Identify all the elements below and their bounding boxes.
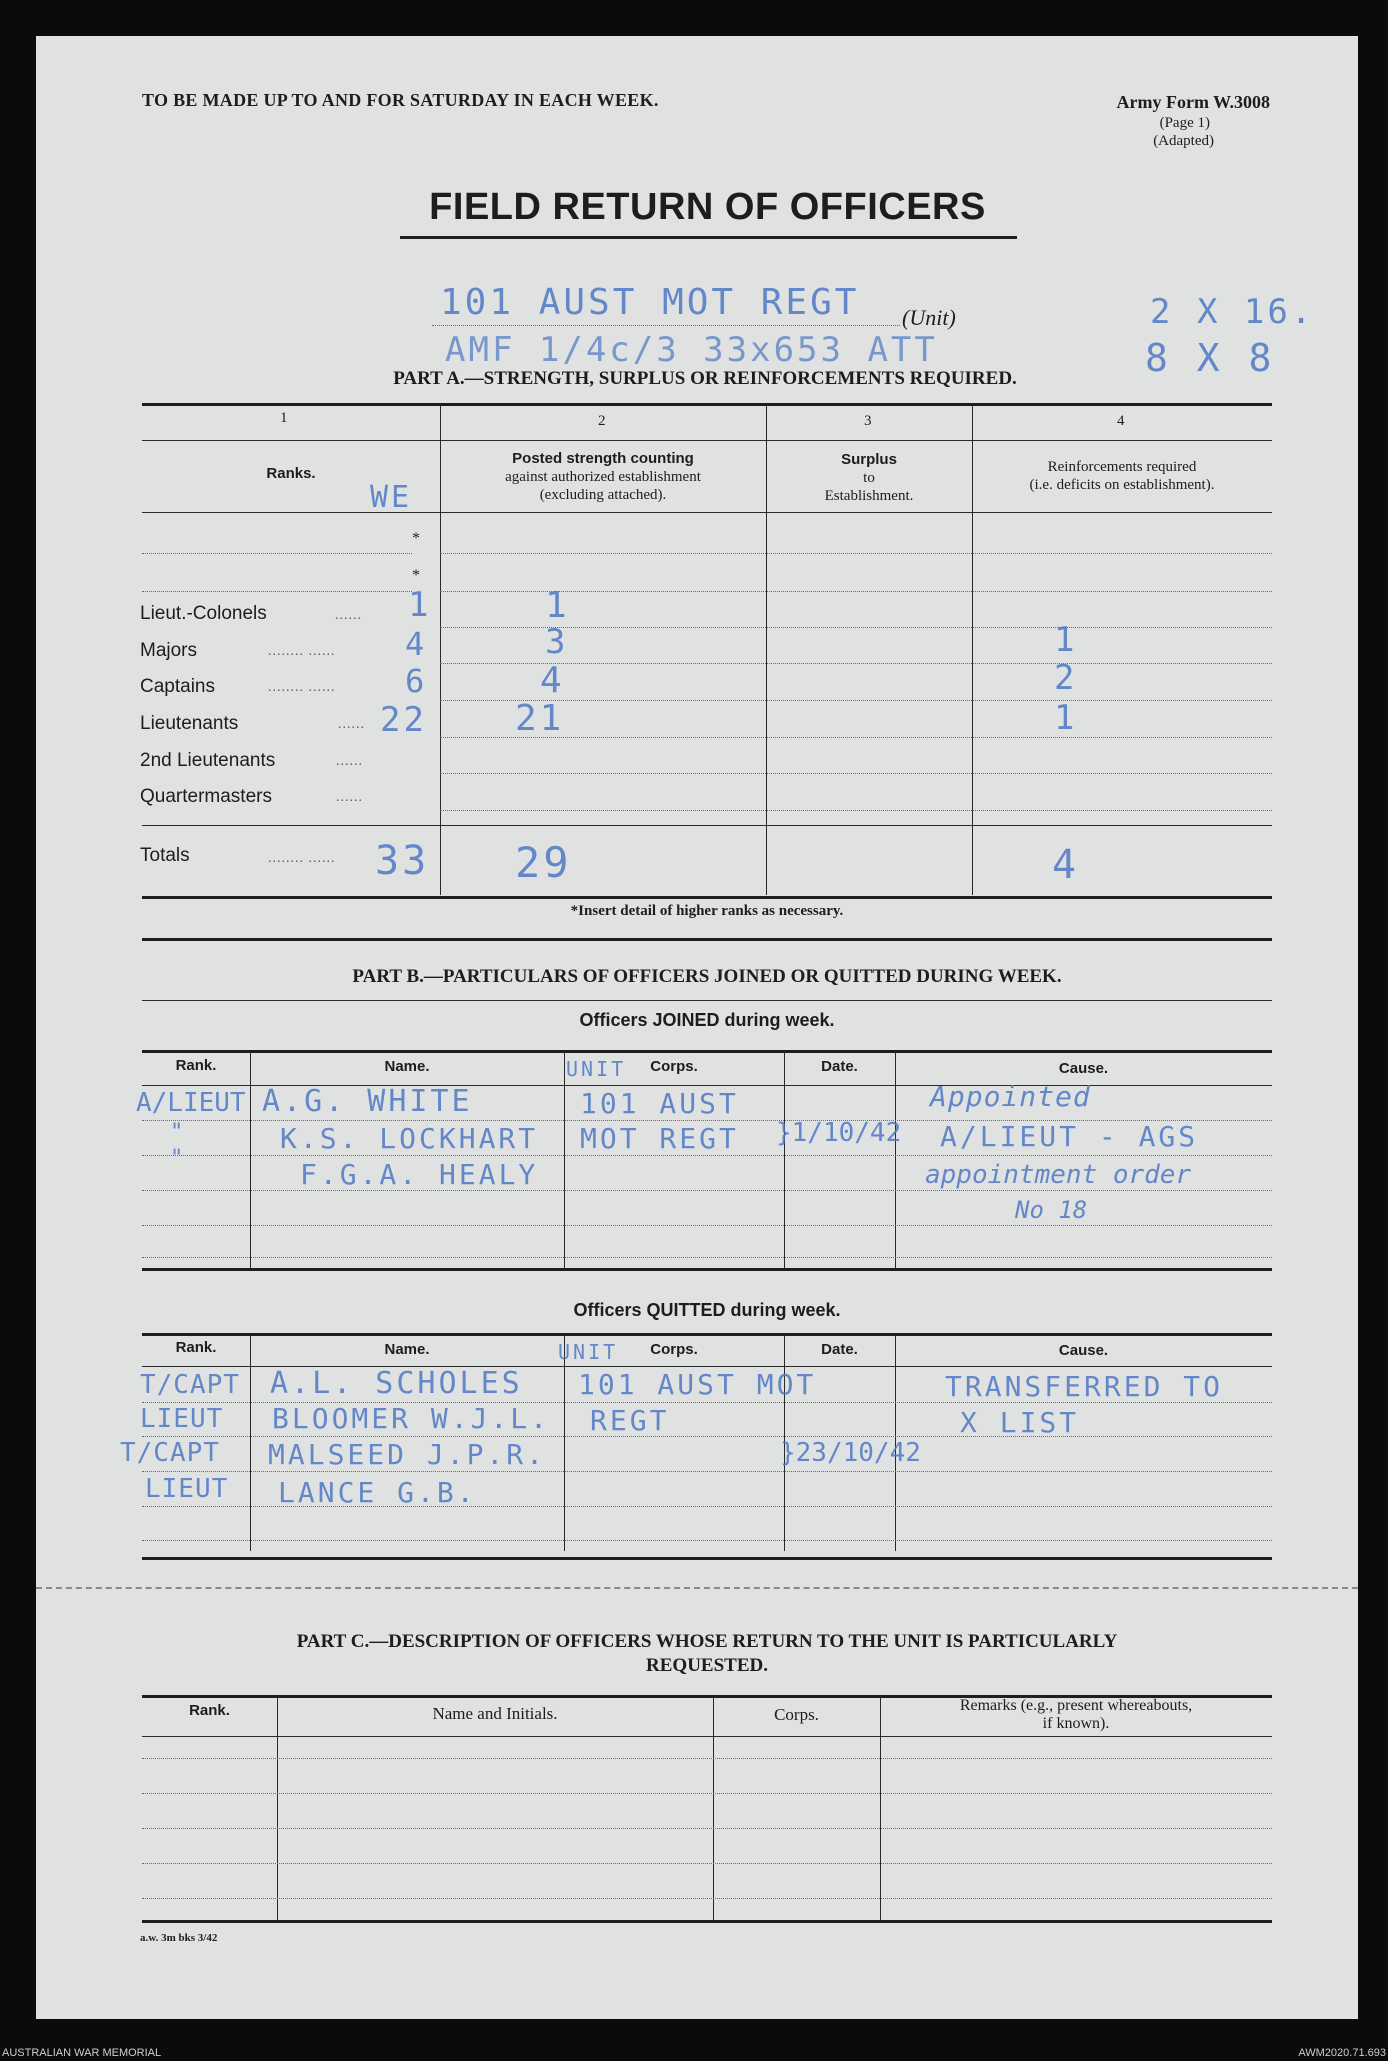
- hw-top-right-2: 8 X 8: [1145, 336, 1275, 380]
- part-c-col-divider: [713, 1697, 714, 1921]
- hw-joined-name-1: A.G. WHITE: [262, 1084, 473, 1119]
- hw-joined-cause-2: A/LIEUT - AGS: [940, 1120, 1199, 1153]
- row-rule: [440, 553, 1272, 554]
- row-rule: [142, 1225, 1272, 1226]
- hw-we: WE: [370, 480, 413, 515]
- rank-row-blank-2: [142, 591, 412, 592]
- rank-label: Quartermasters: [140, 786, 272, 807]
- quitted-bottom-rule: [142, 1557, 1272, 1560]
- col-header-ranks: Ranks.: [266, 465, 316, 482]
- hw-posted-captains: 4: [540, 660, 565, 701]
- row-rule: [142, 1471, 1272, 1472]
- part-c-col-divider: [277, 1697, 278, 1921]
- part-c-title-line2: REQUESTED.: [646, 1655, 768, 1676]
- joined-col-date: Date.: [821, 1058, 858, 1075]
- row-rule: [440, 700, 1272, 701]
- title-underline: [400, 236, 1017, 239]
- col4-header-line1: Reinforcements required: [1047, 459, 1197, 475]
- hw-est-ltcol: 1: [408, 585, 432, 625]
- hw-totals-posted: 29: [515, 838, 572, 887]
- part-c-col-remarks-line2: if known).: [1042, 1715, 1110, 1732]
- unit-dotted-line: [432, 325, 900, 326]
- row-rule: [142, 1758, 1272, 1759]
- row-rule: [440, 737, 1272, 738]
- part-c-bottom-rule: [142, 1920, 1272, 1923]
- page-title: FIELD RETURN OF OFFICERS: [429, 186, 986, 228]
- hw-quitted-cause-2: X LIST: [960, 1406, 1080, 1439]
- rank-label: Majors: [140, 640, 198, 661]
- rank-leader: ......: [336, 754, 363, 769]
- row-rule: [142, 1863, 1272, 1864]
- row-rule: [142, 1155, 1272, 1156]
- row-rule: [142, 1540, 1272, 1541]
- hw-est-captains: 6: [405, 662, 428, 700]
- hw-joined-cause-3: appointment order: [925, 1160, 1192, 1190]
- hw-joined-rank-3: ": [170, 1146, 187, 1171]
- hw-joined-name-2: K.S. LOCKHART: [280, 1122, 539, 1155]
- archive-credit: AUSTRALIAN WAR MEMORIAL: [2, 2047, 162, 2059]
- part-a-bottom-rule: [142, 896, 1272, 899]
- hw-posted-ltcol: 1: [545, 585, 570, 626]
- hw-quitted-name-3: MALSEED J.P.R.: [268, 1438, 547, 1471]
- hw-reinf-lieuts: 1: [1054, 698, 1078, 738]
- rank-leader: ........ ......: [268, 644, 336, 659]
- part-c-header-rule: [142, 1736, 1272, 1737]
- rank-label: Captains: [140, 676, 215, 697]
- printer-imprint: a.w. 3m bks 3/42: [140, 1932, 218, 1944]
- hw-joined-unit: UNIT: [566, 1057, 627, 1081]
- hw-quitted-rank-3: T/CAPT: [120, 1438, 220, 1468]
- perforation-line: [36, 1587, 1358, 1589]
- quitted-caption: Officers QUITTED during week.: [573, 1300, 841, 1320]
- rank-leader: ........ ......: [268, 680, 336, 695]
- hw-joined-corps-1: 101 AUST: [580, 1087, 739, 1120]
- hw-joined-cause-4: No 18: [1015, 1196, 1088, 1224]
- archive-accession: AWM2020.71.693: [1298, 2047, 1386, 2059]
- row-rule: [142, 1828, 1272, 1829]
- joined-col-cause: Cause.: [1058, 1060, 1109, 1077]
- rank-leader: ......: [338, 717, 365, 732]
- col2-header-line1: Posted strength counting: [512, 450, 694, 467]
- rank-leader: ......: [336, 790, 363, 805]
- totals-leader: ........ ......: [268, 851, 336, 866]
- rank-star-1: *: [412, 530, 420, 547]
- hw-est-majors: 4: [405, 625, 428, 663]
- rank-row-blank-1: [142, 553, 412, 554]
- joined-caption: Officers JOINED during week.: [579, 1010, 835, 1030]
- row-rule: [142, 1436, 1272, 1437]
- part-a-totals-rule: [142, 825, 1272, 826]
- form-adapted: (Adapted): [1153, 133, 1214, 149]
- hw-quitted-date: }23/10/42: [780, 1438, 921, 1468]
- col-number-2: 2: [598, 413, 606, 429]
- row-rule: [440, 773, 1272, 774]
- rank-leader: ......: [335, 608, 362, 623]
- col3-header-line1: Surplus: [841, 451, 897, 468]
- quitted-col-date: Date.: [821, 1341, 858, 1358]
- row-rule: [440, 810, 1272, 811]
- form-number: Army Form W.3008: [1116, 92, 1270, 112]
- hw-quitted-cause-1: TRANSFERRED TO: [945, 1370, 1224, 1403]
- hw-joined-rank-1: A/LIEUT: [136, 1088, 246, 1118]
- part-a-top-rule: [142, 403, 1272, 406]
- part-a-footnote: *Insert detail of higher ranks as necessary.: [570, 903, 844, 919]
- part-c-col-corps: Corps.: [774, 1705, 819, 1724]
- row-rule: [142, 1898, 1272, 1899]
- joined-col-name: Name.: [384, 1058, 430, 1075]
- hw-reinf-majors: 1: [1054, 620, 1078, 660]
- part-a-end-rule: [142, 938, 1272, 941]
- hw-joined-rank-2: ": [170, 1120, 187, 1145]
- part-c-col-rank: Rank.: [189, 1702, 230, 1719]
- hw-joined-cause-1: Appointed: [930, 1080, 1091, 1113]
- part-b-rule: [142, 1000, 1272, 1001]
- hw-est-lieuts: 22: [380, 700, 427, 740]
- hw-joined-corps-2: MOT REGT: [580, 1122, 739, 1155]
- col-number-1: 1: [280, 410, 288, 426]
- col-number-4: 4: [1117, 413, 1125, 429]
- hw-quitted-corps-2: REGT: [590, 1404, 670, 1437]
- part-a-number-rule: [440, 440, 1272, 441]
- hw-quitted-rank-2: LIEUT: [140, 1404, 224, 1434]
- header-instruction: TO BE MADE UP TO AND FOR SATURDAY IN EACH WEEK.: [142, 90, 659, 110]
- part-c-title-line1: PART C.—DESCRIPTION OF OFFICERS WHOSE RETURN TO THE UNIT IS PARTICULARLY: [296, 1631, 1118, 1652]
- col2-header-line3: (excluding attached).: [539, 487, 667, 503]
- hw-quitted-name-4: LANCE G.B.: [278, 1476, 477, 1509]
- hw-quitted-unit: UNIT: [558, 1340, 619, 1364]
- row-rule: [142, 1793, 1272, 1794]
- joined-bottom-rule: [142, 1268, 1272, 1271]
- hw-posted-lieuts: 21: [515, 698, 565, 739]
- part-a-header-rule: [142, 512, 1272, 513]
- quitted-col-cause: Cause.: [1058, 1342, 1109, 1359]
- hw-quitted-name-1: A.L. SCHOLES: [270, 1366, 523, 1401]
- hw-totals-est: 33: [375, 838, 430, 884]
- rank-star-2: *: [412, 567, 420, 584]
- hw-joined-name-3: F.G.A. HEALY: [300, 1158, 539, 1191]
- hw-quitted-rank-4: LIEUT: [145, 1474, 229, 1504]
- quitted-col-rank: Rank.: [175, 1339, 217, 1356]
- rank-label: 2nd Lieutenants: [140, 750, 276, 771]
- hw-top-right-1: 2 X 16.: [1150, 292, 1315, 332]
- col2-header-line2: against authorized establishment: [505, 469, 701, 485]
- hw-totals-reinf: 4: [1052, 842, 1080, 888]
- hw-quitted-name-2: BLOOMER W.J.L.: [272, 1402, 551, 1435]
- col3-header-line2: to: [863, 470, 875, 486]
- part-c-col-remarks-line1: Remarks (e.g., present whereabouts,: [959, 1697, 1193, 1714]
- rank-label: Lieutenants: [140, 713, 239, 734]
- part-c-col-name: Name and Initials.: [432, 1704, 558, 1723]
- hw-amf-line: AMF 1/4c/3 33x653 ATT: [445, 330, 938, 370]
- row-rule: [440, 663, 1272, 664]
- rank-label: Lieut.-Colonels: [140, 603, 267, 624]
- form-page-number: (Page 1): [1159, 115, 1210, 131]
- hw-quitted-corps-1: 101 AUST MOT: [578, 1368, 817, 1401]
- row-rule: [142, 1257, 1272, 1258]
- totals-label: Totals: [140, 845, 190, 866]
- unit-label: (Unit): [902, 305, 956, 330]
- hw-joined-date: }1/10/42: [776, 1118, 902, 1148]
- quitted-col-name: Name.: [384, 1341, 430, 1358]
- quitted-top-rule: [142, 1333, 1272, 1336]
- col3-header-line3: Establishment.: [824, 488, 914, 504]
- hw-unit-name: 101 AUST MOT REGT: [440, 282, 860, 323]
- part-a-number-rule-left: [142, 440, 440, 441]
- hw-posted-majors: 3: [545, 622, 569, 662]
- hw-quitted-rank-1: T/CAPT: [140, 1370, 240, 1400]
- col-number-3: 3: [864, 413, 872, 429]
- col4-header-line2: (i.e. deficits on establishment).: [1029, 477, 1215, 493]
- quitted-col-divider: [250, 1335, 251, 1551]
- part-b-title: PART B.—PARTICULARS OF OFFICERS JOINED OR QUITTED DURING WEEK.: [352, 966, 1062, 987]
- joined-col-corps: Corps.: [650, 1058, 698, 1075]
- joined-col-rank: Rank.: [175, 1057, 217, 1074]
- joined-top-rule: [142, 1050, 1272, 1053]
- hw-reinf-captains: 2: [1054, 658, 1078, 698]
- quitted-col-corps: Corps.: [650, 1341, 698, 1358]
- part-a-title: PART A.—STRENGTH, SURPLUS OR REINFORCEMENTS REQUIRED.: [393, 368, 1017, 389]
- quitted-col-divider: [564, 1335, 565, 1551]
